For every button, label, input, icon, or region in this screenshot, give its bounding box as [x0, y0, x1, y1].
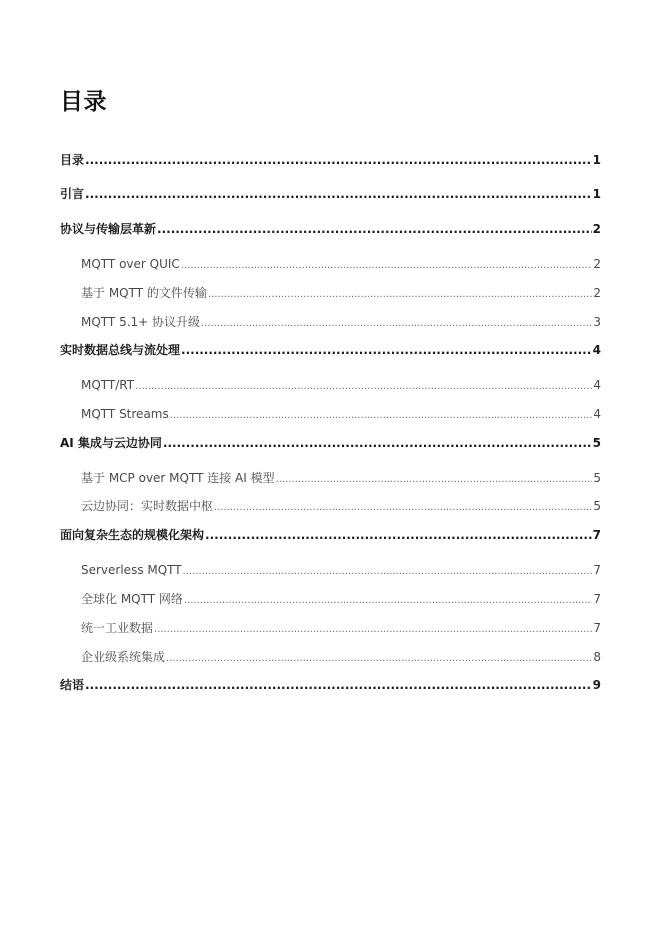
toc-entry-label: MQTT over QUIC [81, 257, 180, 271]
toc-subentry-file-transfer[interactable] [81, 284, 601, 302]
toc-entry-label: MQTT Streams [81, 407, 169, 421]
toc-entry-label: 云边协同：实时数据中枢 [81, 499, 214, 513]
toc-page-number: 4 [593, 378, 601, 392]
toc-entry-label: 面向复杂生态的规模化架构 [60, 528, 205, 542]
toc-entry-protocol-transport[interactable] [60, 220, 601, 238]
toc-subentry-mqtt-rt[interactable] [81, 376, 601, 394]
dot-leader [208, 286, 592, 304]
toc-page-number: 1 [592, 153, 601, 167]
toc-entry-label: 引言 [60, 187, 85, 201]
toc-entry-label: 实时数据总线与流处理 [60, 343, 181, 357]
dot-leader [154, 621, 592, 639]
toc-entry-label: 结语 [60, 678, 85, 692]
toc-page-number: 7 [593, 621, 601, 635]
toc-entry-label: MQTT/RT [81, 378, 135, 392]
toc-page-number: 7 [592, 528, 601, 542]
dot-leader [201, 315, 592, 333]
toc-entry-label: 统一工业数据 [81, 621, 154, 635]
dot-leader [85, 676, 592, 694]
toc-page-number: 3 [593, 315, 601, 329]
dot-leader [184, 592, 592, 610]
dot-leader [157, 220, 592, 238]
toc-entry-label: Serverless MQTT [81, 563, 182, 577]
toc-entry-contents[interactable] [60, 151, 601, 169]
toc-page-number: 2 [593, 257, 601, 271]
toc-page-number: 5 [593, 499, 601, 513]
toc-subentry-mqtt-over-quic[interactable] [81, 255, 601, 273]
toc-subentry-enterprise-integration[interactable] [81, 648, 601, 666]
toc-entry-label: 全球化 MQTT 网络 [81, 592, 183, 606]
toc-entry-label: MQTT 5.1+ 协议升级 [81, 315, 201, 329]
toc-page-number: 9 [592, 678, 601, 692]
toc-page-number: 2 [592, 222, 601, 236]
toc-entry-scalable-architecture[interactable] [60, 526, 601, 544]
dot-leader [163, 434, 592, 452]
dot-leader [135, 378, 592, 396]
toc-page-number: 5 [593, 471, 601, 485]
toc-page-number: 1 [592, 187, 601, 201]
toc-entry-label: AI 集成与云边协同 [60, 436, 162, 450]
dot-leader [181, 341, 592, 359]
toc-entry-label: 基于 MQTT 的文件传输 [81, 286, 207, 300]
dot-leader [181, 257, 593, 275]
page-title: 目录 [60, 89, 107, 115]
toc-page-number: 7 [593, 592, 601, 606]
toc-entry-label: 协议与传输层革新 [60, 222, 157, 236]
toc-page-number: 5 [592, 436, 601, 450]
toc-entry-label: 企业级系统集成 [81, 650, 166, 664]
toc-page-number: 2 [593, 286, 601, 300]
toc-page-number: 4 [593, 407, 601, 421]
toc-page-number: 8 [593, 650, 601, 664]
toc-page-number: 7 [593, 563, 601, 577]
toc-entry-label: 目录 [60, 153, 85, 167]
toc-subentry-serverless-mqtt[interactable] [81, 561, 601, 579]
toc-subentry-cloud-edge-hub[interactable] [81, 497, 601, 515]
dot-leader [183, 563, 593, 581]
toc-subentry-mcp-over-mqtt[interactable] [81, 469, 601, 487]
dot-leader [276, 471, 593, 489]
toc-subentry-unified-industrial-data[interactable] [81, 619, 601, 637]
dot-leader [205, 526, 592, 544]
dot-leader [170, 407, 593, 425]
toc-page-number: 4 [592, 343, 601, 357]
dot-leader [85, 185, 592, 203]
toc-entry-label: 基于 MCP over MQTT 连接 AI 模型 [81, 471, 275, 485]
toc-subentry-global-mqtt-network[interactable] [81, 590, 601, 608]
toc-entry-realtime-data-bus[interactable] [60, 341, 601, 359]
toc-subentry-mqtt-5-1-upgrade[interactable] [81, 313, 601, 331]
toc-entry-conclusion[interactable] [60, 676, 601, 694]
toc-entry-ai-cloud-edge[interactable] [60, 434, 601, 452]
toc-subentry-mqtt-streams[interactable] [81, 405, 601, 423]
dot-leader [214, 499, 592, 517]
toc-entry-introduction[interactable] [60, 185, 601, 203]
dot-leader [166, 650, 592, 668]
dot-leader [85, 151, 592, 169]
